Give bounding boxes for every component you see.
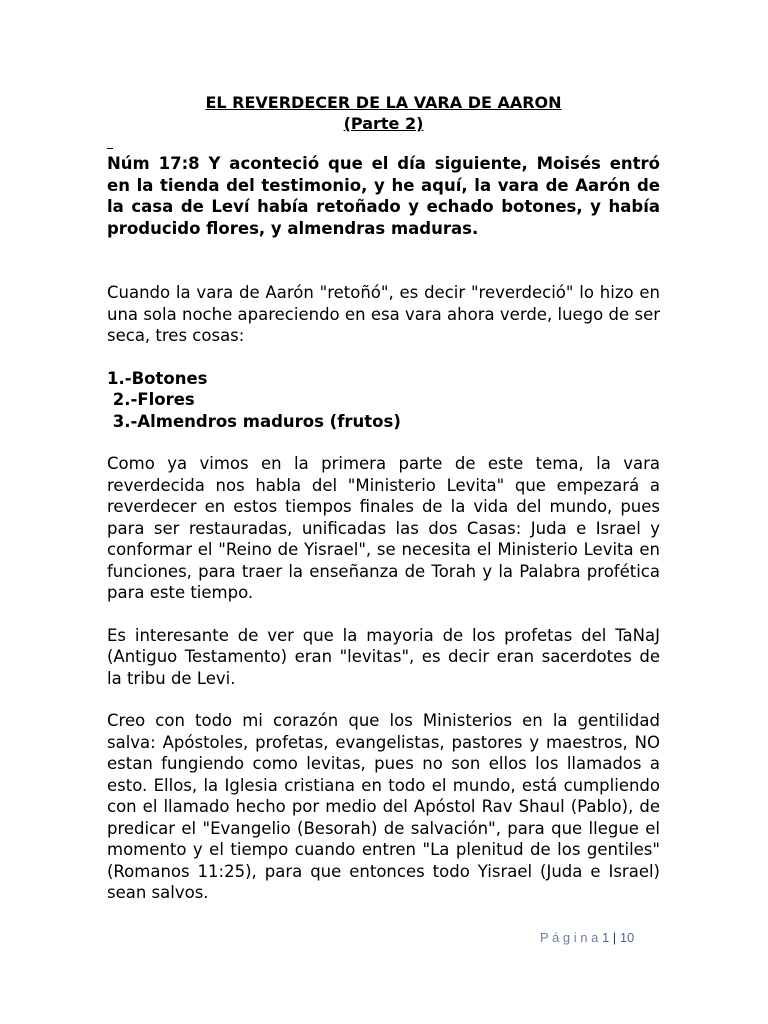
- page-separator: |: [612, 930, 617, 945]
- document-subtitle: (Parte 2): [343, 114, 424, 133]
- paragraph-intro: Cuando la vara de Aarón "retoñó", es decir "reverdeció" lo hizo en una sola noche apareciendo en esa vara ahora verde, luego de ser seca, tres cosas:: [107, 283, 660, 345]
- verse-quote: Núm 17:8 Y aconteció que el día siguiente, Moisés entró en la tienda del testimonio, y he aquí, la vara de Aarón de la casa de Leví había retoñado y echado botones, y había producido flores, y almendras maduras.: [107, 154, 660, 238]
- page-footer: [540, 930, 634, 945]
- page-label: P á g i n a: [540, 930, 599, 945]
- underline-mark: [107, 134, 113, 149]
- document-page: [107, 92, 660, 904]
- list-item: 2.-Flores: [107, 390, 195, 409]
- paragraph-profetas: Es interesante de ver que la mayoria de los profetas del TaNaJ (Antiguo Testamento) eran "levitas", es decir eran sacerdotes de la tribu de Levi.: [107, 625, 660, 688]
- paragraph-ministerios: Creo con todo mi corazón que los Ministerios en la gentilidad salva: Apóstoles, profetas, evangelistas, pastores y maestros, NO estan fungiendo como levitas, pues no son ellos los llamados a esto. Ellos, la Iglesia cristiana en todo el mundo, está cumpliendo con el llamado hecho por medio del Apóstol Rav Shaul (Pablo), de predicar el "Evangelio (Besorah) de salvación", para que llegue el momento y el tiempo cuando entren "La plenitud de los gentiles" (Romanos 11:25), para que entonces todo Yisrael (Juda e Israel) sean salvos.: [107, 711, 660, 902]
- list-item: 3.-Almendros maduros (frutos): [107, 411, 401, 431]
- list-item: 1.-Botones: [107, 368, 208, 388]
- document-title: EL REVERDECER DE LA VARA DE AARON: [205, 93, 562, 112]
- total-pages: 10: [619, 930, 635, 945]
- page-number: 1: [601, 930, 610, 945]
- items-list: [107, 368, 660, 433]
- paragraph-levita: Como ya vimos en la primera parte de este tema, la vara reverdecida nos habla del "Ministerio Levita" que empezará a reverdecer en estos tiempos finales de la vida del mundo, pues para ser restauradas, unificadas las dos Casas: Juda e Israel y conformar el "Reino de Yisrael", se necesita el Ministerio Levita en funciones, para traer la enseñanza de Torah y la Palabra profética para este tiempo.: [107, 454, 660, 602]
